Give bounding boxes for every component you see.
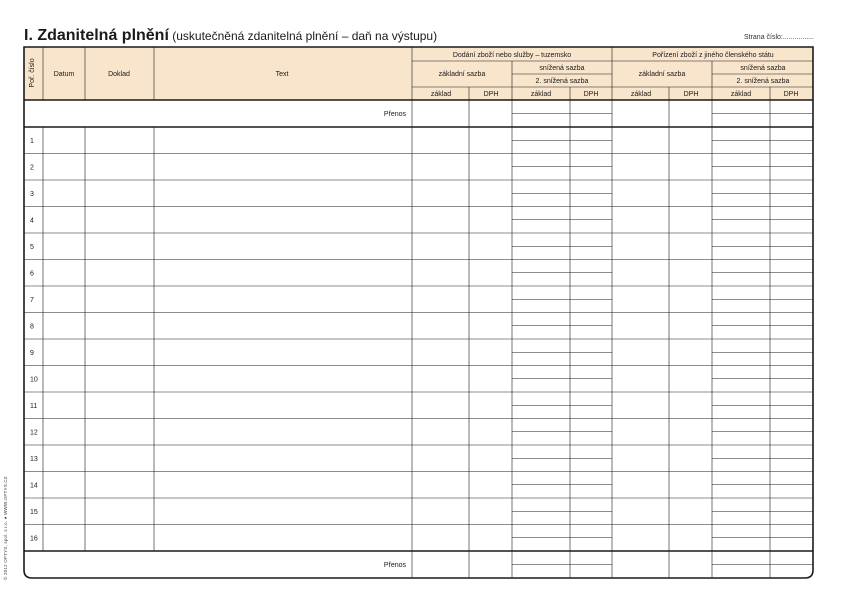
row-number: 7 (30, 296, 34, 304)
copyright-note: © 2012 OPTYS, spol. s r.o. ● WWW.OPTYS.CZ (3, 476, 8, 580)
row-number: 4 (30, 217, 34, 225)
header-eu-snizena-sazba-2: 2. snížená sazba (736, 78, 790, 85)
row-number: 16 (30, 535, 38, 543)
row-number: 12 (30, 429, 38, 437)
header-eu-zakladni-sazba: základní sazba (638, 71, 686, 78)
header-datum: Datum (53, 71, 75, 78)
row-number: 15 (30, 508, 38, 516)
page-number-field[interactable]: Strana číslo:................ (743, 34, 814, 41)
header-group-domestic: Dodání zboží nebo služby – tuzemsko (452, 52, 572, 59)
header-zaklad: základ (430, 91, 452, 98)
header-dph: DPH (783, 91, 799, 98)
header-zaklad: základ (630, 91, 652, 98)
row-number: 8 (30, 323, 34, 331)
row-number: 11 (30, 402, 38, 410)
form-title-main: I. Zdanitelná plnění (24, 27, 169, 44)
header-dph: DPH (483, 91, 499, 98)
header-dph: DPH (683, 91, 699, 98)
header-dph: DPH (583, 91, 599, 98)
row-number: 5 (30, 243, 34, 251)
row-number: 6 (30, 270, 34, 278)
carry-forward-bottom-label: Přenos (383, 562, 406, 569)
row-number: 2 (30, 164, 34, 172)
form-title-subtitle: (uskutečněná zdanitelná plnění – daň na výstupu) (168, 29, 438, 43)
header-domestic-snizena-sazba-2: 2. snížená sazba (535, 78, 589, 85)
carry-forward-top-label: Přenos (383, 111, 406, 118)
header-doklad: Doklad (108, 71, 130, 78)
header-group-eu: Pořízení zboží z jiného členského státu (652, 52, 774, 59)
row-number: 14 (30, 482, 38, 490)
header-zaklad: základ (530, 91, 552, 98)
row-number: 1 (30, 137, 34, 145)
header-domestic-snizena-sazba: snížená sazba (539, 65, 585, 72)
row-number: 3 (30, 190, 34, 198)
header-pol-cislo: Poř. číslo (29, 58, 36, 88)
row-number: 9 (30, 349, 34, 357)
header-eu-snizena-sazba: snížená sazba (740, 65, 786, 72)
row-numbers (30, 138, 38, 543)
header-zaklad: základ (730, 91, 752, 98)
header-domestic-zakladni-sazba: základní sazba (438, 71, 486, 78)
header-text: Text (275, 71, 289, 78)
row-number: 10 (30, 376, 38, 384)
row-number: 13 (30, 455, 38, 463)
